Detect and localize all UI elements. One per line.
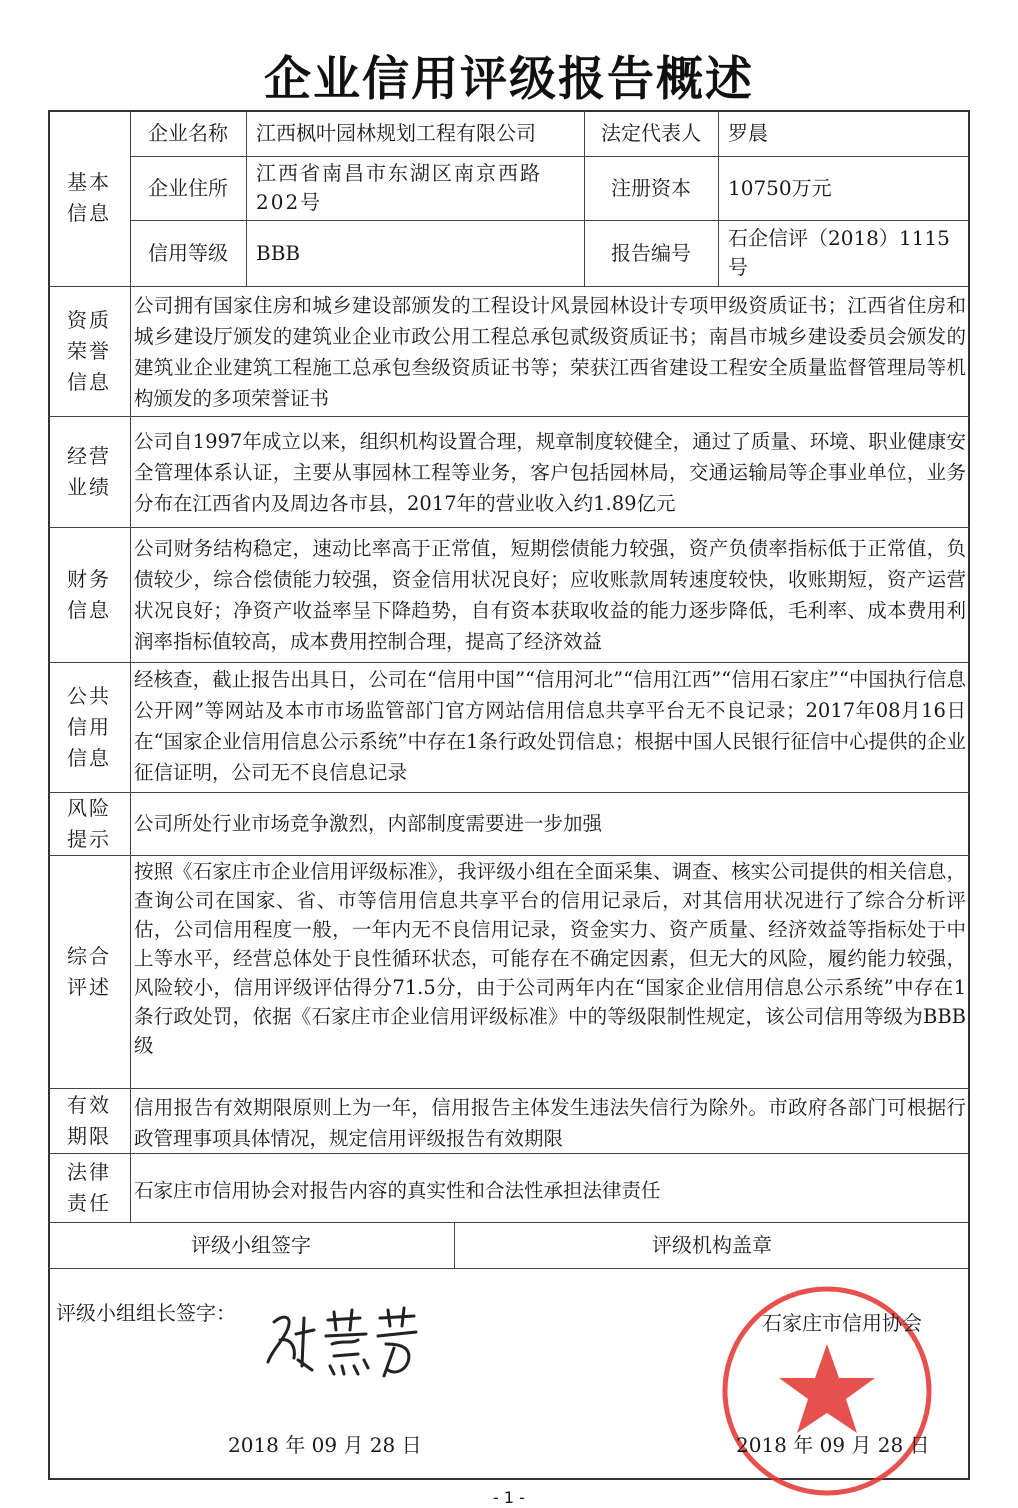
- finance-text: 公司财务结构稳定，速动比率高于正常值，短期偿债能力较强，资产负债率指标低于正常值，负债较少，综合偿债能力较强，资金信用状况良好；应收账款周转速度较快，收账期短，资产运营状况良好；净资产收益率呈下降趋势，自有资本获取收益的能力逐步降低，毛利率、成本费用利润率指标值较高，成本费用控制合理，提高了经济效益: [134, 537, 966, 653]
- rating-value: BBB: [256, 240, 301, 265]
- section-label-public: 公共信用信息: [67, 683, 111, 770]
- section-label-performance: 经营业绩: [67, 443, 111, 499]
- page-title: 企业信用评级报告概述: [264, 52, 754, 107]
- risk-text: 公司所处行业市场竞争激烈，内部制度需要进一步加强: [134, 812, 603, 835]
- row-divider: [48, 1268, 970, 1269]
- section-label-risk: 风险提示: [67, 795, 111, 851]
- qualification-text: 公司拥有国家住房和城乡建设部颁发的工程设计风景园林设计专项甲级资质证书；江西省住房和城乡建设厅颁发的建筑业企业市政公用工程总承包贰级资质证书；南昌市城乡建设委员会颁发的建筑业企业建筑工程施工总承包叁级资质证书等；荣获江西省建设工程安全质量监督管理局等机构颁发的多项荣誉证书: [134, 294, 966, 410]
- row-divider: [48, 792, 970, 793]
- public-text: 经核查，截止报告出具日，公司在“信用中国”“信用河北”“信用江西”“信用石家庄”“中国执行信息公开网”等网站及本市市场监管部门官方网站信用信息共享平台无不良记录；2017年08月16日在“国家企业信用信息公示系统”中存在1条行政处罚信息；根据中国人民银行征信中心提供的企业征信证明，公司无不良信息记录: [134, 668, 966, 784]
- company-name-value: 江西枫叶园林规划工程有限公司: [256, 120, 536, 145]
- row-divider: [48, 662, 970, 663]
- liability-text: 石家庄市信用协会对报告内容的真实性和合法性承担法律责任: [134, 1179, 661, 1202]
- summary-text: 按照《石家庄市企业信用评级标准》，我评级小组在全面采集、调查、核实公司提供的相关信息，查询公司在国家、省、市等信用信息共享平台的信用记录后，对其信用状况进行了综合分析评估，公司信用程度一般，一年内无不良信用记录，资金实力、资产质量、经济效益等指标处于中上等水平，经营总体处于良性循环状态，可能存在不确定因素，但无大的风险，履约能力较强，风险较小，信用评级评估得分71.5分，由于公司两年内在“国家企业信用信息公示系统”中存在1条行政处罚，依据《石家庄市企业信用评级标准》中的等级限制性规定，该公司信用等级为BBB级: [134, 860, 966, 1057]
- group-signature-header: 评级小组签字: [191, 1232, 311, 1257]
- row-divider: [48, 286, 970, 287]
- legal-rep-label: 法定代表人: [601, 120, 701, 145]
- company-name-label: 企业名称: [148, 120, 228, 145]
- capital-value: 10750万元: [728, 175, 832, 200]
- section-label-validity: 有效期限: [67, 1092, 111, 1148]
- row-divider: [48, 855, 970, 856]
- row-divider: [48, 527, 970, 528]
- section-label-finance: 财务信息: [67, 566, 111, 622]
- agency-seal-header: 评级机构盖章: [652, 1232, 772, 1257]
- page-number: - 1 -: [493, 1488, 525, 1507]
- section-label-qualification: 资质荣誉信息: [67, 307, 111, 394]
- leader-signature-ink: [262, 1300, 422, 1390]
- validity-text: 信用报告有效期限原则上为一年，信用报告主体发生违法失信行为除外。市政府各部门可根据行政管理事项具体情况，规定信用评级报告有效期限: [134, 1096, 966, 1150]
- address-value: 江西省南昌市东湖区南京西路202号: [256, 161, 542, 214]
- section-label-basic: 基本信息: [67, 170, 111, 225]
- row-divider: [48, 416, 970, 417]
- section-label-liability: 法律责任: [67, 1159, 111, 1215]
- report-no-value: 石企信评（2018）1115号: [728, 226, 950, 279]
- performance-text: 公司自1997年成立以来，组织机构设置合理，规章制度较健全，通过了质量、环境、职业健康安全管理体系认证，主要从事园林工程等业务，客户包括园林局，交通运输局等企事业单位，业务分布在江西省内及周边各市县，2017年的营业收入约1.89亿元: [134, 430, 966, 515]
- legal-rep-value: 罗晨: [728, 120, 768, 145]
- rating-label: 信用等级: [148, 240, 228, 265]
- row-divider: [48, 1088, 970, 1089]
- capital-label: 注册资本: [611, 175, 691, 200]
- col-divider: [718, 110, 719, 286]
- section-label-summary: 综合评述: [67, 943, 111, 999]
- leader-signature-label: 评级小组组长签字：: [56, 1301, 236, 1325]
- agency-date: 2018 年 09 月 28 日: [736, 1433, 930, 1457]
- report-no-label: 报告编号: [611, 240, 691, 265]
- address-label: 企业住所: [148, 175, 228, 200]
- group-date: 2018 年 09 月 28 日: [228, 1433, 422, 1457]
- col-divider: [246, 110, 247, 286]
- agency-name: 石家庄市信用协会: [762, 1311, 922, 1335]
